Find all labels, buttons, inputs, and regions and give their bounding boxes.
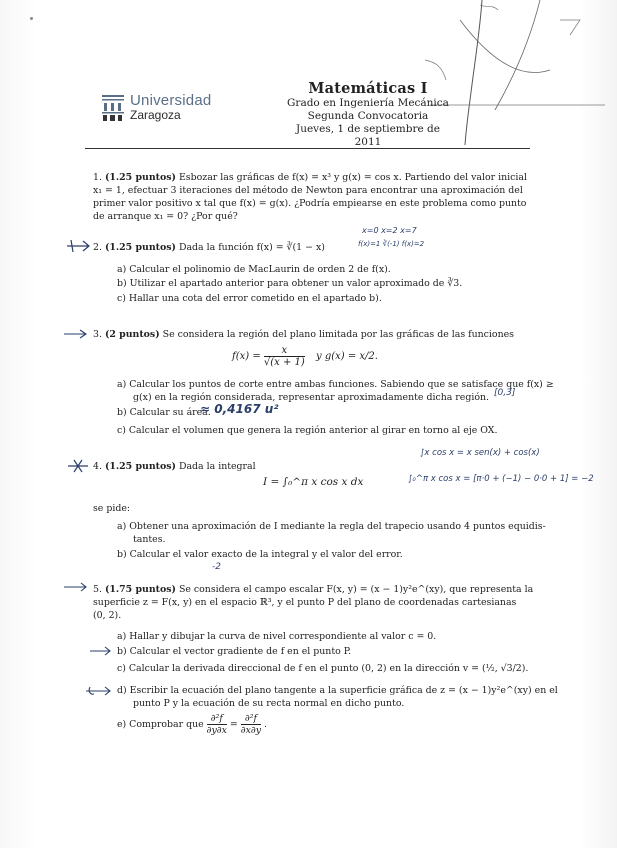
q3-part-c: c) Calcular el volumen que genera la región anterior al girar en torno al eje OX. — [117, 425, 498, 436]
university-name: Universidad — [130, 92, 212, 109]
q5-part-b: b) Calcular el vector gradiente de f en el punto P. — [117, 646, 352, 657]
q2-text-1: Dada la función f(x) = ∛(1 − x) — [178, 242, 325, 253]
q3-part-b: b) Calcular su área. — [117, 407, 211, 418]
q1-text-4: de arranque x₁ = 0? ¿Por qué? — [93, 211, 238, 222]
q4-points: (1.25 puntos) — [104, 461, 176, 472]
q5-text-2: superficie z = F(x, y) en el espacio ℝ³, y el punto P del plano de coordenadas cartesianas — [93, 597, 517, 608]
q5-equals: = — [229, 719, 238, 730]
exam-title: Matemáticas I — [308, 80, 428, 97]
q5-right-denominator: ∂x∂y — [240, 725, 262, 736]
q4-part-a-2: tantes. — [133, 534, 166, 545]
q4-text-1: Dada la integral — [178, 461, 256, 472]
degree-line: Grado en Ingeniería Mecánica — [287, 97, 449, 109]
q1-text-2: x₁ = 1, efectuar 3 iteraciones del método de Newton para encontrar una aproximación del — [93, 185, 523, 196]
header-divider — [85, 148, 530, 149]
q5-points: (1.75 puntos) — [104, 584, 176, 595]
q5-text-3: (0, 2). — [93, 610, 122, 621]
arrow-mark-q3 — [62, 328, 92, 340]
q5-part-e — [117, 713, 267, 736]
q2-part-a: a) Calcular el polinomio de MacLaurin de orden 2 de f(x). — [117, 264, 391, 275]
q3-number: 3. — [93, 329, 102, 340]
q2-number: 2. — [93, 242, 102, 253]
q4-se-pide: se pide: — [93, 503, 131, 514]
q4-integral-formula: I = ∫₀^π x cos x dx — [263, 476, 364, 488]
exam-header — [283, 80, 453, 149]
date-line: Jueves, 1 de septiembre de 2011 — [296, 123, 440, 148]
q4-line-1 — [93, 460, 256, 473]
arrow-mark-q2 — [65, 238, 95, 254]
q5-period: . — [264, 719, 268, 730]
q5-part-e-label: e) Comprobar que — [117, 719, 204, 730]
q5-left-denominator: ∂y∂x — [206, 725, 227, 736]
q2-hand-table-row2: f(x)=1 ∛(-1) f(x)=2 — [358, 240, 425, 248]
q5-line-1 — [93, 583, 533, 596]
q5-part-c: c) Calcular la derivada direccional de f en el punto (0, 2) en la dirección v = (½, √3/2). — [117, 663, 529, 674]
q3-functions-formula — [232, 345, 378, 368]
q2-points: (1.25 puntos) — [104, 242, 176, 253]
arrow-mark-q5 — [62, 582, 92, 592]
q3-f-denominator: √(x + 1) — [263, 357, 305, 368]
q4-part-b: b) Calcular el valor exacto de la integral y el valor del error. — [117, 549, 403, 560]
university-city: Zaragoza — [130, 108, 181, 122]
q2-part-c: c) Hallar una cota del error cometido en el apartado b). — [117, 293, 382, 304]
q3-line-1 — [93, 328, 514, 341]
q4-hand-antiderivative: ∫x cos x = x sen(x) + cos(x) — [420, 448, 540, 458]
q2-line-1 — [93, 241, 325, 254]
arrow-mark-q5d — [84, 685, 116, 697]
q2-hand-table-row1: x=0 x=2 x=7 — [362, 226, 417, 235]
q5-right-partial — [241, 713, 261, 736]
q5-left-partial — [207, 713, 227, 736]
q3-hand-interval: [0,3] — [494, 388, 516, 398]
cross-mark-q4 — [66, 458, 92, 474]
q5-part-a: a) Hallar y dibujar la curva de nivel correspondiente al valor c = 0. — [117, 631, 437, 642]
university-crest-icon — [100, 93, 126, 123]
q3-f-numerator: x — [264, 345, 305, 357]
call-line: Segunda Convocatoria — [307, 110, 429, 122]
q1-line-1 — [93, 171, 527, 184]
q5-right-numerator: ∂²f — [241, 713, 261, 725]
q3-f-lhs: f(x) = — [232, 351, 261, 362]
q5-number: 5. — [93, 584, 102, 595]
q5-text-1: Se considera el campo escalar F(x, y) = (x − 1)y²e^(xy), que representa la — [178, 584, 534, 595]
q4-hand-evaluation: ∫₀^π x cos x = [π·0 + (−1) − 0·0 + 1] = −2 — [408, 474, 594, 484]
q3-part-a-2: g(x) en la región considerada, representar aproximadamente dicha región. — [133, 392, 489, 403]
q3-hand-area: ≈ 0,4167 u² — [200, 402, 279, 416]
q3-points: (2 puntos) — [104, 329, 160, 340]
university-logo — [100, 93, 240, 123]
q2-part-b: b) Utilizar el apartado anterior para obtener un valor aproximado de ∛3. — [117, 278, 463, 289]
q5-part-d-1: d) Escribir la ecuación del plano tangente a la superficie gráfica de z = (x − 1)y²e^(xy) en el — [117, 685, 558, 696]
q4-part-a-1: a) Obtener una aproximación de I mediante la regla del trapecio usando 4 puntos equidis- — [117, 521, 546, 532]
scan-dot — [30, 17, 33, 20]
q3-part-a-1: a) Calcular los puntos de corte entre ambas funciones. Sabiendo que se satisface que f(x) ≥ — [117, 379, 554, 390]
q3-text-1: Se considera la región del plano limitada por las gráficas de las funciones — [162, 329, 514, 340]
q1-text-1: Esbozar las gráficas de f(x) = x³ y g(x) = cos x. Partiendo del valor inicial — [178, 172, 527, 183]
arrow-mark-q5b — [88, 646, 116, 656]
q5-left-numerator: ∂²f — [207, 713, 227, 725]
q4-number: 4. — [93, 461, 102, 472]
q5-part-d-2: punto P y la ecuación de su recta normal en dicho punto. — [133, 698, 405, 709]
q1-text-3: primer valor positivo x tal que f(x) = g(x). ¿Podría empiearse en este problema como punto — [93, 198, 527, 209]
q3-g-function: y g(x) = x/2. — [316, 351, 378, 362]
q1-points: (1.25 puntos) — [104, 172, 176, 183]
q4-hand-result: -2 — [212, 562, 221, 572]
q3-f-fraction — [264, 345, 305, 368]
q1-number: 1. — [93, 172, 102, 183]
